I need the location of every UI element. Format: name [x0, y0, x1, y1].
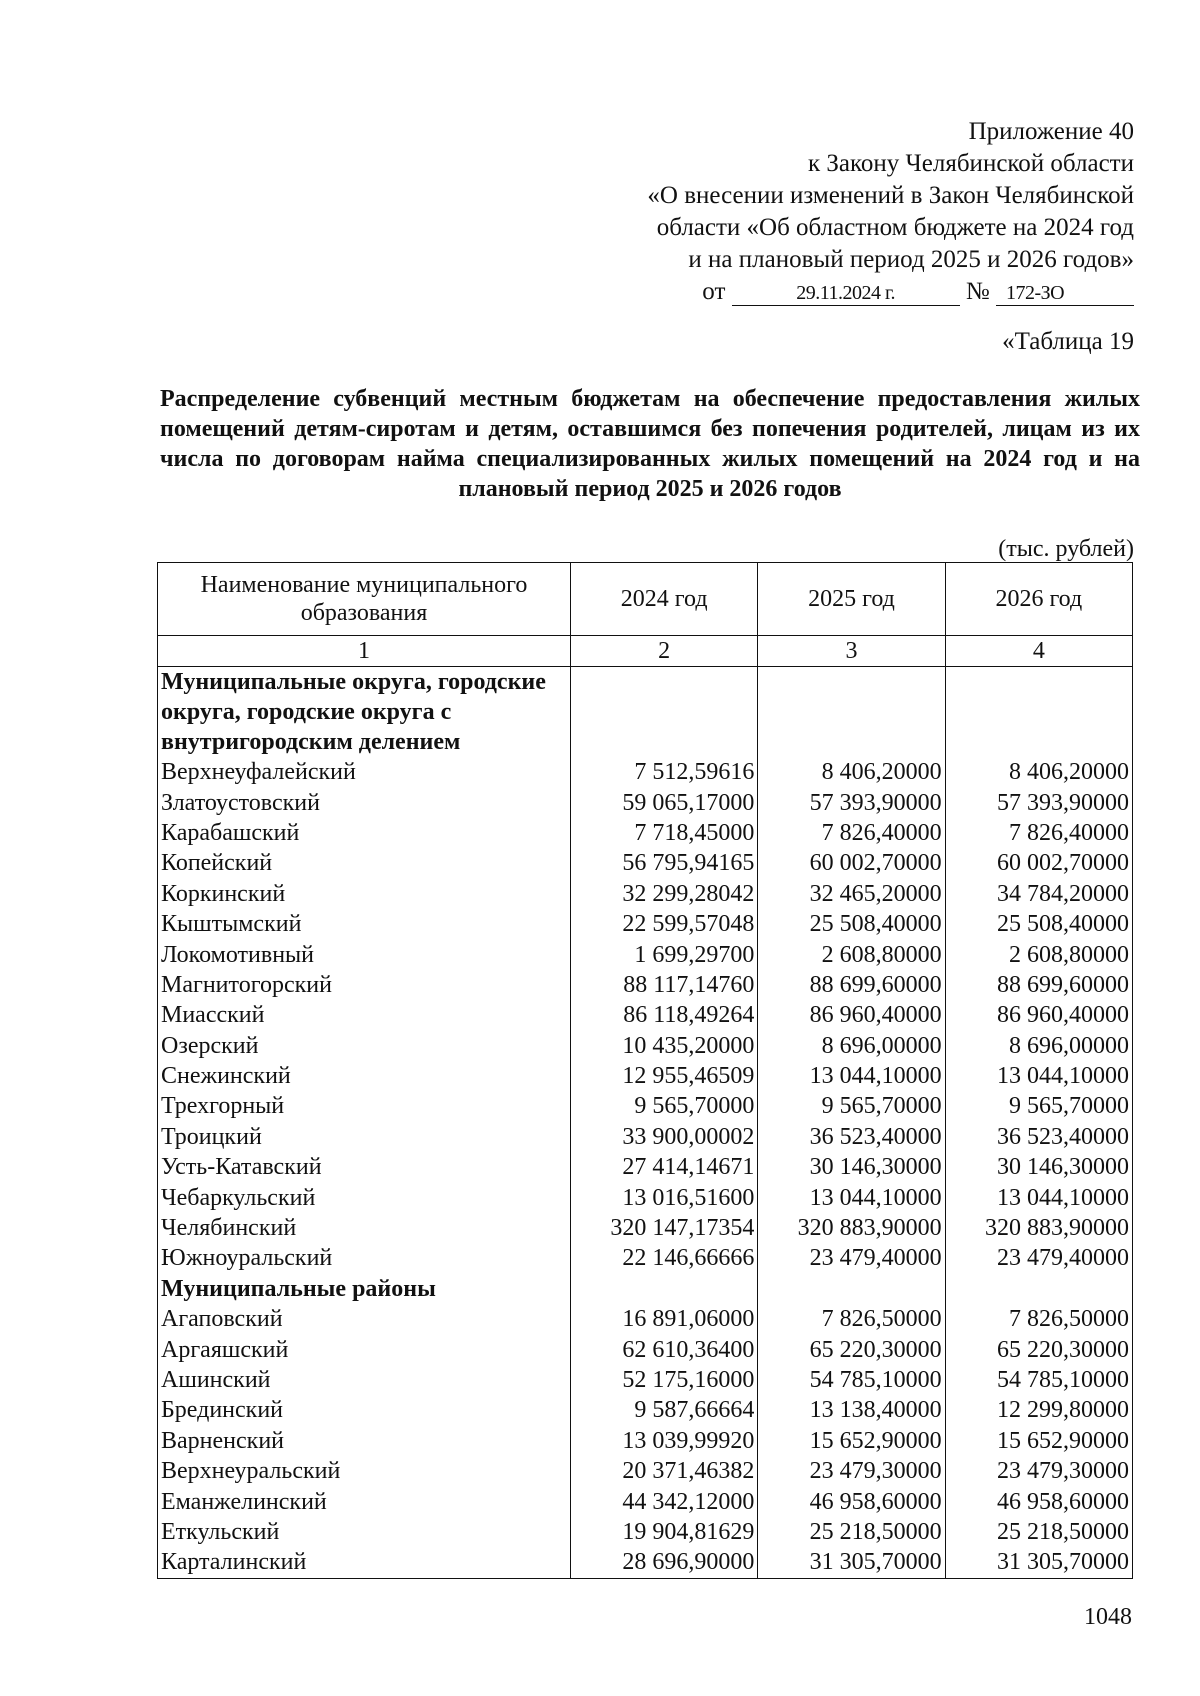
- column-number-row: [158, 636, 1133, 667]
- value-2026: 57 393,90000: [945, 787, 1132, 817]
- value-2025: 88 699,60000: [758, 970, 945, 1000]
- value-2026: 2 608,80000: [945, 939, 1132, 969]
- value-2024: 33 900,00002: [570, 1122, 757, 1152]
- table-row: [158, 1182, 1133, 1212]
- value-2024: 86 118,49264: [570, 1000, 757, 1030]
- value-2026: 46 958,60000: [945, 1486, 1132, 1516]
- value-2026: 13 044,10000: [945, 1182, 1132, 1212]
- value-2026: 88 699,60000: [945, 970, 1132, 1000]
- value-2026: 13 044,10000: [945, 1061, 1132, 1091]
- municipality-name: Копейский: [158, 848, 571, 878]
- table-header-row: [158, 563, 1133, 636]
- law-date-number-line: [647, 276, 1134, 308]
- header-2024: 2024 год: [570, 563, 757, 636]
- value-2024: 13 016,51600: [570, 1182, 757, 1212]
- table-row: [158, 1061, 1133, 1091]
- value-2025: 60 002,70000: [758, 848, 945, 878]
- value-2026: 23 479,40000: [945, 1243, 1132, 1273]
- value-2024: 28 696,90000: [570, 1547, 757, 1578]
- table-row: [158, 1486, 1133, 1516]
- municipality-name: Снежинский: [158, 1061, 571, 1091]
- table-row: [158, 757, 1133, 787]
- value-2024: 56 795,94165: [570, 848, 757, 878]
- table-row: [158, 1152, 1133, 1182]
- table-row: [158, 1243, 1133, 1273]
- municipality-name: Верхнеуфалейский: [158, 757, 571, 787]
- value-2024: 22 599,57048: [570, 909, 757, 939]
- table-row: [158, 1000, 1133, 1030]
- municipality-name: Еманжелинский: [158, 1486, 571, 1516]
- appendix-line: области «Об областном бюджете на 2024 год: [656, 214, 1134, 241]
- value-2026: 86 960,40000: [945, 1000, 1132, 1030]
- value-2024: 88 117,14760: [570, 970, 757, 1000]
- value-2025: 8 406,20000: [758, 757, 945, 787]
- table-row: [158, 1334, 1133, 1364]
- municipality-name: Локомотивный: [158, 939, 571, 969]
- column-number: 2: [570, 636, 757, 667]
- value-2024: 59 065,17000: [570, 787, 757, 817]
- value-2025: 8 696,00000: [758, 1031, 945, 1061]
- ot-label: от: [702, 278, 726, 305]
- law-date: 29.11.2024 г.: [732, 281, 960, 306]
- municipality-name: Златоустовский: [158, 787, 571, 817]
- municipality-name: Варненский: [158, 1426, 571, 1456]
- value-2025: 25 218,50000: [758, 1517, 945, 1547]
- municipality-name: Миасский: [158, 1000, 571, 1030]
- table-row: [158, 1426, 1133, 1456]
- value-2025: 46 958,60000: [758, 1486, 945, 1516]
- appendix-line: к Закону Челябинской области: [808, 150, 1134, 177]
- value-2024: 19 904,81629: [570, 1517, 757, 1547]
- value-2025: 2 608,80000: [758, 939, 945, 969]
- table-row: [158, 818, 1133, 848]
- value-2026: 8 406,20000: [945, 757, 1132, 787]
- value-2024: 12 955,46509: [570, 1061, 757, 1091]
- table-body: [158, 667, 1133, 1579]
- table-row: [158, 1456, 1133, 1486]
- municipality-name: Аргаяшский: [158, 1334, 571, 1364]
- column-number: 1: [158, 636, 571, 667]
- value-2026: 12 299,80000: [945, 1395, 1132, 1425]
- value-2025: 7 826,40000: [758, 818, 945, 848]
- document-title: Распределение субвенций местным бюджетам на обеспечение предоставления жилых помещений детям-сиротам и детям, оставшимся без попечения родителей, лицам из их числа по договорам найма специализированных жилых помещений на 2024 год и на плановый период 2025 и 2026 годов: [160, 386, 1140, 502]
- table-row: [158, 1304, 1133, 1334]
- table-label: «Таблица 19: [1002, 328, 1134, 355]
- page-number: 1048: [1084, 1604, 1132, 1630]
- municipality-name: Трехгорный: [158, 1091, 571, 1121]
- value-2026: 15 652,90000: [945, 1426, 1132, 1456]
- value-2024: 62 610,36400: [570, 1334, 757, 1364]
- table-row: [158, 1213, 1133, 1243]
- value-2024: 7 512,59616: [570, 757, 757, 787]
- table-row: [158, 879, 1133, 909]
- table-row: [158, 1547, 1133, 1578]
- value-2024: 9 565,70000: [570, 1091, 757, 1121]
- value-2025: 15 652,90000: [758, 1426, 945, 1456]
- table-row: [158, 1091, 1133, 1121]
- municipality-name: Челябинский: [158, 1213, 571, 1243]
- value-2025: 31 305,70000: [758, 1547, 945, 1578]
- value-2024: 10 435,20000: [570, 1031, 757, 1061]
- municipality-name: Верхнеуральский: [158, 1456, 571, 1486]
- value-2025: 7 826,50000: [758, 1304, 945, 1334]
- table-row: [158, 939, 1133, 969]
- column-number: 3: [758, 636, 945, 667]
- value-2025: 9 565,70000: [758, 1091, 945, 1121]
- value-2025: 57 393,90000: [758, 787, 945, 817]
- value-2026: 7 826,50000: [945, 1304, 1132, 1334]
- appendix-header: [647, 116, 1134, 308]
- group-row: [158, 1274, 1133, 1304]
- municipality-name: Магнитогорский: [158, 970, 571, 1000]
- municipality-name: Кыштымский: [158, 909, 571, 939]
- municipality-name: Озерский: [158, 1031, 571, 1061]
- column-number: 4: [945, 636, 1132, 667]
- table-row: [158, 1122, 1133, 1152]
- value-2026: 23 479,30000: [945, 1456, 1132, 1486]
- municipality-name: Ашинский: [158, 1365, 571, 1395]
- value-2026: 30 146,30000: [945, 1152, 1132, 1182]
- value-2026: 31 305,70000: [945, 1547, 1132, 1578]
- value-2026: 54 785,10000: [945, 1365, 1132, 1395]
- value-2026: 60 002,70000: [945, 848, 1132, 878]
- value-2026: 65 220,30000: [945, 1334, 1132, 1364]
- group-title: Муниципальные районы: [158, 1274, 571, 1304]
- header-municipality: Наименование муниципального образования: [158, 563, 571, 636]
- municipality-name: Карталинский: [158, 1547, 571, 1578]
- value-2025: 65 220,30000: [758, 1334, 945, 1364]
- empty-cell: [945, 1274, 1132, 1304]
- value-2025: 320 883,90000: [758, 1213, 945, 1243]
- value-2025: 30 146,30000: [758, 1152, 945, 1182]
- value-2024: 16 891,06000: [570, 1304, 757, 1334]
- table-row: [158, 848, 1133, 878]
- table-row: [158, 970, 1133, 1000]
- empty-cell: [570, 667, 757, 758]
- municipality-name: Южноуральский: [158, 1243, 571, 1273]
- value-2024: 44 342,12000: [570, 1486, 757, 1516]
- units-label: (тыс. рублей): [998, 536, 1134, 562]
- value-2026: 8 696,00000: [945, 1031, 1132, 1061]
- municipality-name: Усть-Катавский: [158, 1152, 571, 1182]
- table-row: [158, 1031, 1133, 1061]
- value-2025: 32 465,20000: [758, 879, 945, 909]
- value-2026: 7 826,40000: [945, 818, 1132, 848]
- appendix-line: Приложение 40: [968, 118, 1134, 145]
- municipality-name: Чебаркульский: [158, 1182, 571, 1212]
- value-2024: 13 039,99920: [570, 1426, 757, 1456]
- table-row: [158, 1395, 1133, 1425]
- value-2026: 34 784,20000: [945, 879, 1132, 909]
- empty-cell: [758, 1274, 945, 1304]
- empty-cell: [945, 667, 1132, 758]
- value-2026: 25 218,50000: [945, 1517, 1132, 1547]
- value-2024: 52 175,16000: [570, 1365, 757, 1395]
- value-2025: 13 044,10000: [758, 1061, 945, 1091]
- header-2025: 2025 год: [758, 563, 945, 636]
- table-row: [158, 1517, 1133, 1547]
- law-number: 172-ЗО: [996, 281, 1134, 306]
- number-label: №: [965, 278, 990, 305]
- value-2026: 25 508,40000: [945, 909, 1132, 939]
- municipality-name: Коркинский: [158, 879, 571, 909]
- value-2025: 25 508,40000: [758, 909, 945, 939]
- header-2026: 2026 год: [945, 563, 1132, 636]
- empty-cell: [570, 1274, 757, 1304]
- group-title: Муниципальные округа, городские округа, городские округа с внутригородским делением: [158, 667, 571, 758]
- value-2024: 32 299,28042: [570, 879, 757, 909]
- value-2024: 20 371,46382: [570, 1456, 757, 1486]
- appendix-line: «О внесении изменений в Закон Челябинской: [647, 182, 1134, 209]
- municipality-name: Троицкий: [158, 1122, 571, 1152]
- value-2026: 320 883,90000: [945, 1213, 1132, 1243]
- appendix-line: и на плановый период 2025 и 2026 годов»: [688, 246, 1134, 273]
- value-2024: 1 699,29700: [570, 939, 757, 969]
- municipality-name: Агаповский: [158, 1304, 571, 1334]
- value-2026: 36 523,40000: [945, 1122, 1132, 1152]
- subvention-table: [157, 562, 1133, 1579]
- value-2026: 9 565,70000: [945, 1091, 1132, 1121]
- municipality-name: Еткульский: [158, 1517, 571, 1547]
- municipality-name: Брединский: [158, 1395, 571, 1425]
- group-row: [158, 667, 1133, 758]
- table-row: [158, 1365, 1133, 1395]
- value-2025: 86 960,40000: [758, 1000, 945, 1030]
- value-2025: 36 523,40000: [758, 1122, 945, 1152]
- value-2024: 320 147,17354: [570, 1213, 757, 1243]
- municipality-name: Карабашский: [158, 818, 571, 848]
- table-row: [158, 909, 1133, 939]
- value-2025: 23 479,40000: [758, 1243, 945, 1273]
- empty-cell: [758, 667, 945, 758]
- value-2025: 54 785,10000: [758, 1365, 945, 1395]
- value-2025: 23 479,30000: [758, 1456, 945, 1486]
- value-2024: 27 414,14671: [570, 1152, 757, 1182]
- value-2025: 13 044,10000: [758, 1182, 945, 1212]
- value-2024: 9 587,66664: [570, 1395, 757, 1425]
- value-2024: 22 146,66666: [570, 1243, 757, 1273]
- value-2025: 13 138,40000: [758, 1395, 945, 1425]
- value-2024: 7 718,45000: [570, 818, 757, 848]
- table-row: [158, 787, 1133, 817]
